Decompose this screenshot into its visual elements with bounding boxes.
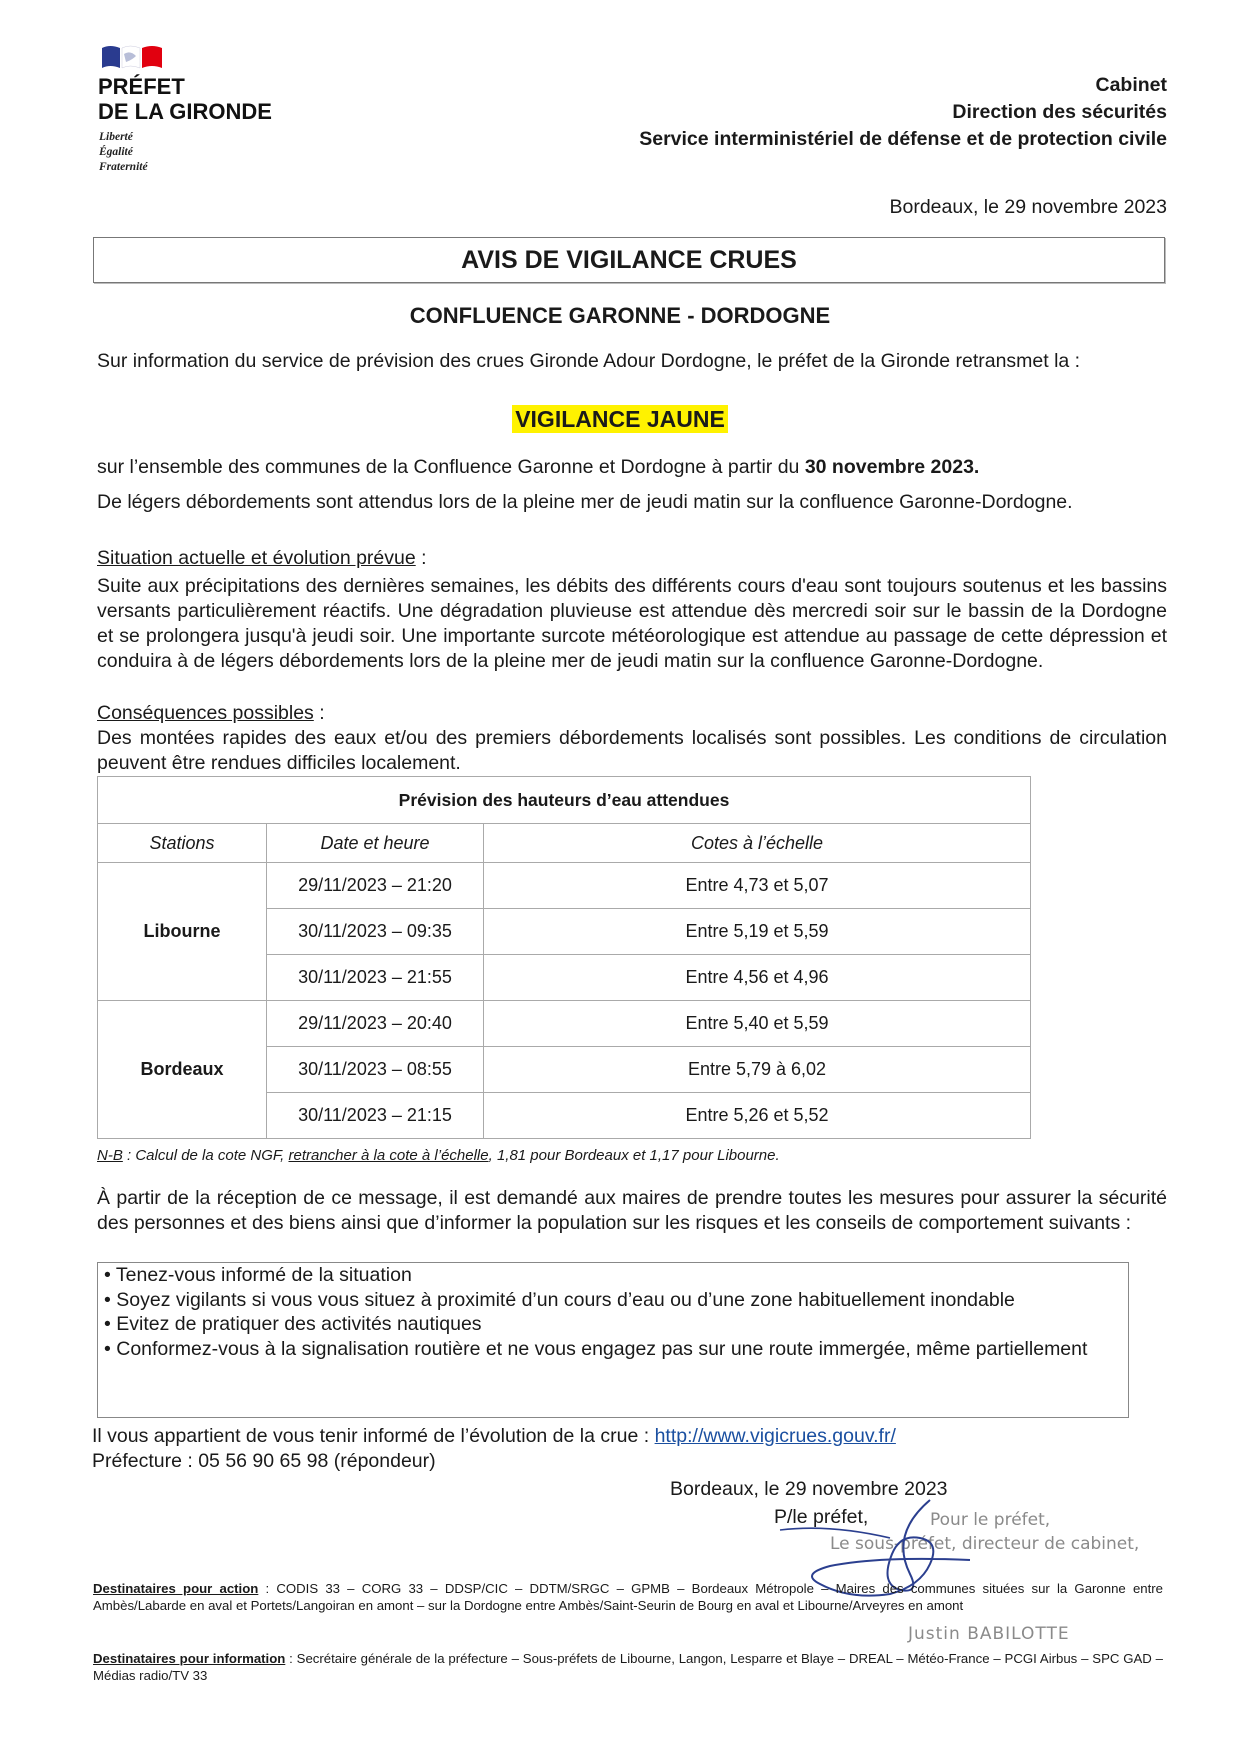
- stamp-line: Le sous-préfet, directeur de cabinet,: [830, 1534, 1140, 1554]
- forecast-level: Entre 5,40 et 5,59: [484, 1001, 1031, 1047]
- station-name: Bordeaux: [98, 1001, 267, 1139]
- signature-date: Bordeaux, le 29 novembre 2023: [670, 1478, 948, 1500]
- service-header: [639, 72, 1167, 153]
- table-title: Prévision des hauteurs d’eau attendues: [98, 777, 1031, 824]
- service-line: Service interministériel de défense et de protection civile: [639, 128, 1167, 150]
- table-row: [98, 863, 1031, 909]
- logo-motto: Liberté Égalité Fraternité: [99, 131, 148, 173]
- forecast-level: Entre 4,73 et 5,07: [484, 863, 1031, 909]
- consequences-text: Des montées rapides des eaux et/ou des premiers débordements localisés sont possibles. Les conditions de circulation peuvent être rendues difficiles localement.: [97, 727, 1167, 774]
- forecast-datetime: 30/11/2023 – 21:15: [267, 1093, 484, 1139]
- table-row: [98, 1001, 1031, 1047]
- column-header: Cotes à l’échelle: [484, 824, 1031, 863]
- list-item: • Tenez-vous informé de la situation: [104, 1264, 412, 1286]
- list-item: • Conformez-vous à la signalisation routière et ne vous engagez pas sur une route immergée, même partiellement: [104, 1337, 1088, 1360]
- recipients-action: Destinataires pour action : CODIS 33 – CORG 33 – DDSP/CIC – DDTM/SRGC – GPMB – Bordeaux Métropole – Maires des communes situées sur la Garonne entre Ambès/Labarde en aval et Portets/Langoiran en amont – sur la Dordogne entre Ambès/Saint-Seurin de Bourg en aval et Libourne/Arveyres en amont: [93, 1581, 1163, 1613]
- scope-paragraph: sur l’ensemble des communes de la Confluence Garonne et Dordogne à partir du 30 novembre 2023.: [97, 456, 980, 478]
- vigicrues-link[interactable]: http://www.vigicrues.gouv.fr/: [654, 1425, 896, 1447]
- service-line: Direction des sécurités: [952, 101, 1167, 123]
- vigilance-level: VIGILANCE JAUNE: [512, 405, 728, 433]
- vigilance-banner: [0, 406, 1240, 433]
- situation-heading: Situation actuelle et évolution prévue :: [97, 547, 427, 569]
- date-line: Bordeaux, le 29 novembre 2023: [889, 196, 1167, 218]
- forecast-datetime: 29/11/2023 – 20:40: [267, 1001, 484, 1047]
- prefecture-phone: Préfecture : 05 56 90 65 98 (répondeur): [92, 1450, 436, 1472]
- forecast-datetime: 30/11/2023 – 21:55: [267, 955, 484, 1001]
- overflow-note: De légers débordements sont attendus lors de la pleine mer de jeudi matin sur la confluence Garonne-Dordogne.: [97, 491, 1073, 513]
- forecast-table: [97, 776, 1031, 1139]
- list-item: • Evitez de pratiquer des activités nautiques: [104, 1313, 482, 1335]
- calculation-note: N-B : Calcul de la cote NGF, retrancher à la cote à l’échelle, 1,81 pour Bordeaux et 1,17 pour Libourne.: [97, 1147, 780, 1164]
- forecast-level: Entre 5,19 et 5,59: [484, 909, 1031, 955]
- page-title: AVIS DE VIGILANCE CRUES: [93, 237, 1165, 283]
- forecast-level: Entre 4,56 et 4,96: [484, 955, 1031, 1001]
- marianne-flag-logo: [100, 44, 164, 70]
- forecast-datetime: 29/11/2023 – 21:20: [267, 863, 484, 909]
- stamp-line: Pour le préfet,: [930, 1510, 1051, 1530]
- situation-text: Suite aux précipitations des dernières semaines, les débits des différents cours d'eau sont toujours soutenus et les bassins versants particulièrement réactifs. Une dégradation pluvieuse est attendue dès mercredi soir sur le bassin de la Dordogne et se prolongera jusqu'à jeudi soir. Une importante surcote météorologique est attendue au passage de cette dépression et conduira à de légers débordements lors de la pleine mer de jeudi matin sur la confluence Garonne-Dordogne.: [97, 575, 1167, 672]
- column-header: Date et heure: [267, 824, 484, 863]
- recipients-info: Destinataires pour information : Secrétaire générale de la préfecture – Sous-préfets de Libourne, Langon, Lesparre et Blaye – DREAL – Météo-France – PCGI Airbus – SPC GAD – Médias radio/TV 33: [93, 1651, 1163, 1683]
- logo-title: PRÉFET DE LA GIRONDE: [98, 74, 272, 124]
- intro-paragraph: Sur information du service de prévision des crues Gironde Adour Dordogne, le préfet de la Gironde retransmet la :: [97, 350, 1081, 372]
- page-subtitle: CONFLUENCE GARONNE - DORDOGNE: [409, 303, 831, 328]
- forecast-level: Entre 5,26 et 5,52: [484, 1093, 1031, 1139]
- list-item: • Soyez vigilants si vous vous situez à proximité d’un cours d’eau ou d’une zone habituellement inondable: [104, 1288, 1015, 1311]
- forecast-datetime: 30/11/2023 – 08:55: [267, 1047, 484, 1093]
- forecast-datetime: 30/11/2023 – 09:35: [267, 909, 484, 955]
- consequences-heading: Conséquences possibles :: [97, 702, 325, 724]
- signature-pp: P/le préfet,: [774, 1506, 869, 1528]
- behaviour-tips-box: [97, 1262, 1129, 1418]
- column-header: Stations: [98, 824, 267, 863]
- mayors-request: À partir de la réception de ce message, il est demandé aux maires de prendre toutes les mesures pour assurer la sécurité des personnes et des biens ainsi que d’informer la population sur les risques et les conseils de comportement suivants :: [97, 1187, 1167, 1234]
- follow-up-line: Il vous appartient de vous tenir informé de l’évolution de la crue : http://www.vigicrues.gouv.fr/: [92, 1425, 896, 1447]
- service-line: Cabinet: [1095, 74, 1167, 96]
- signer-name: Justin BABILOTTE: [908, 1624, 1070, 1644]
- forecast-level: Entre 5,79 à 6,02: [484, 1047, 1031, 1093]
- station-name: Libourne: [98, 863, 267, 1001]
